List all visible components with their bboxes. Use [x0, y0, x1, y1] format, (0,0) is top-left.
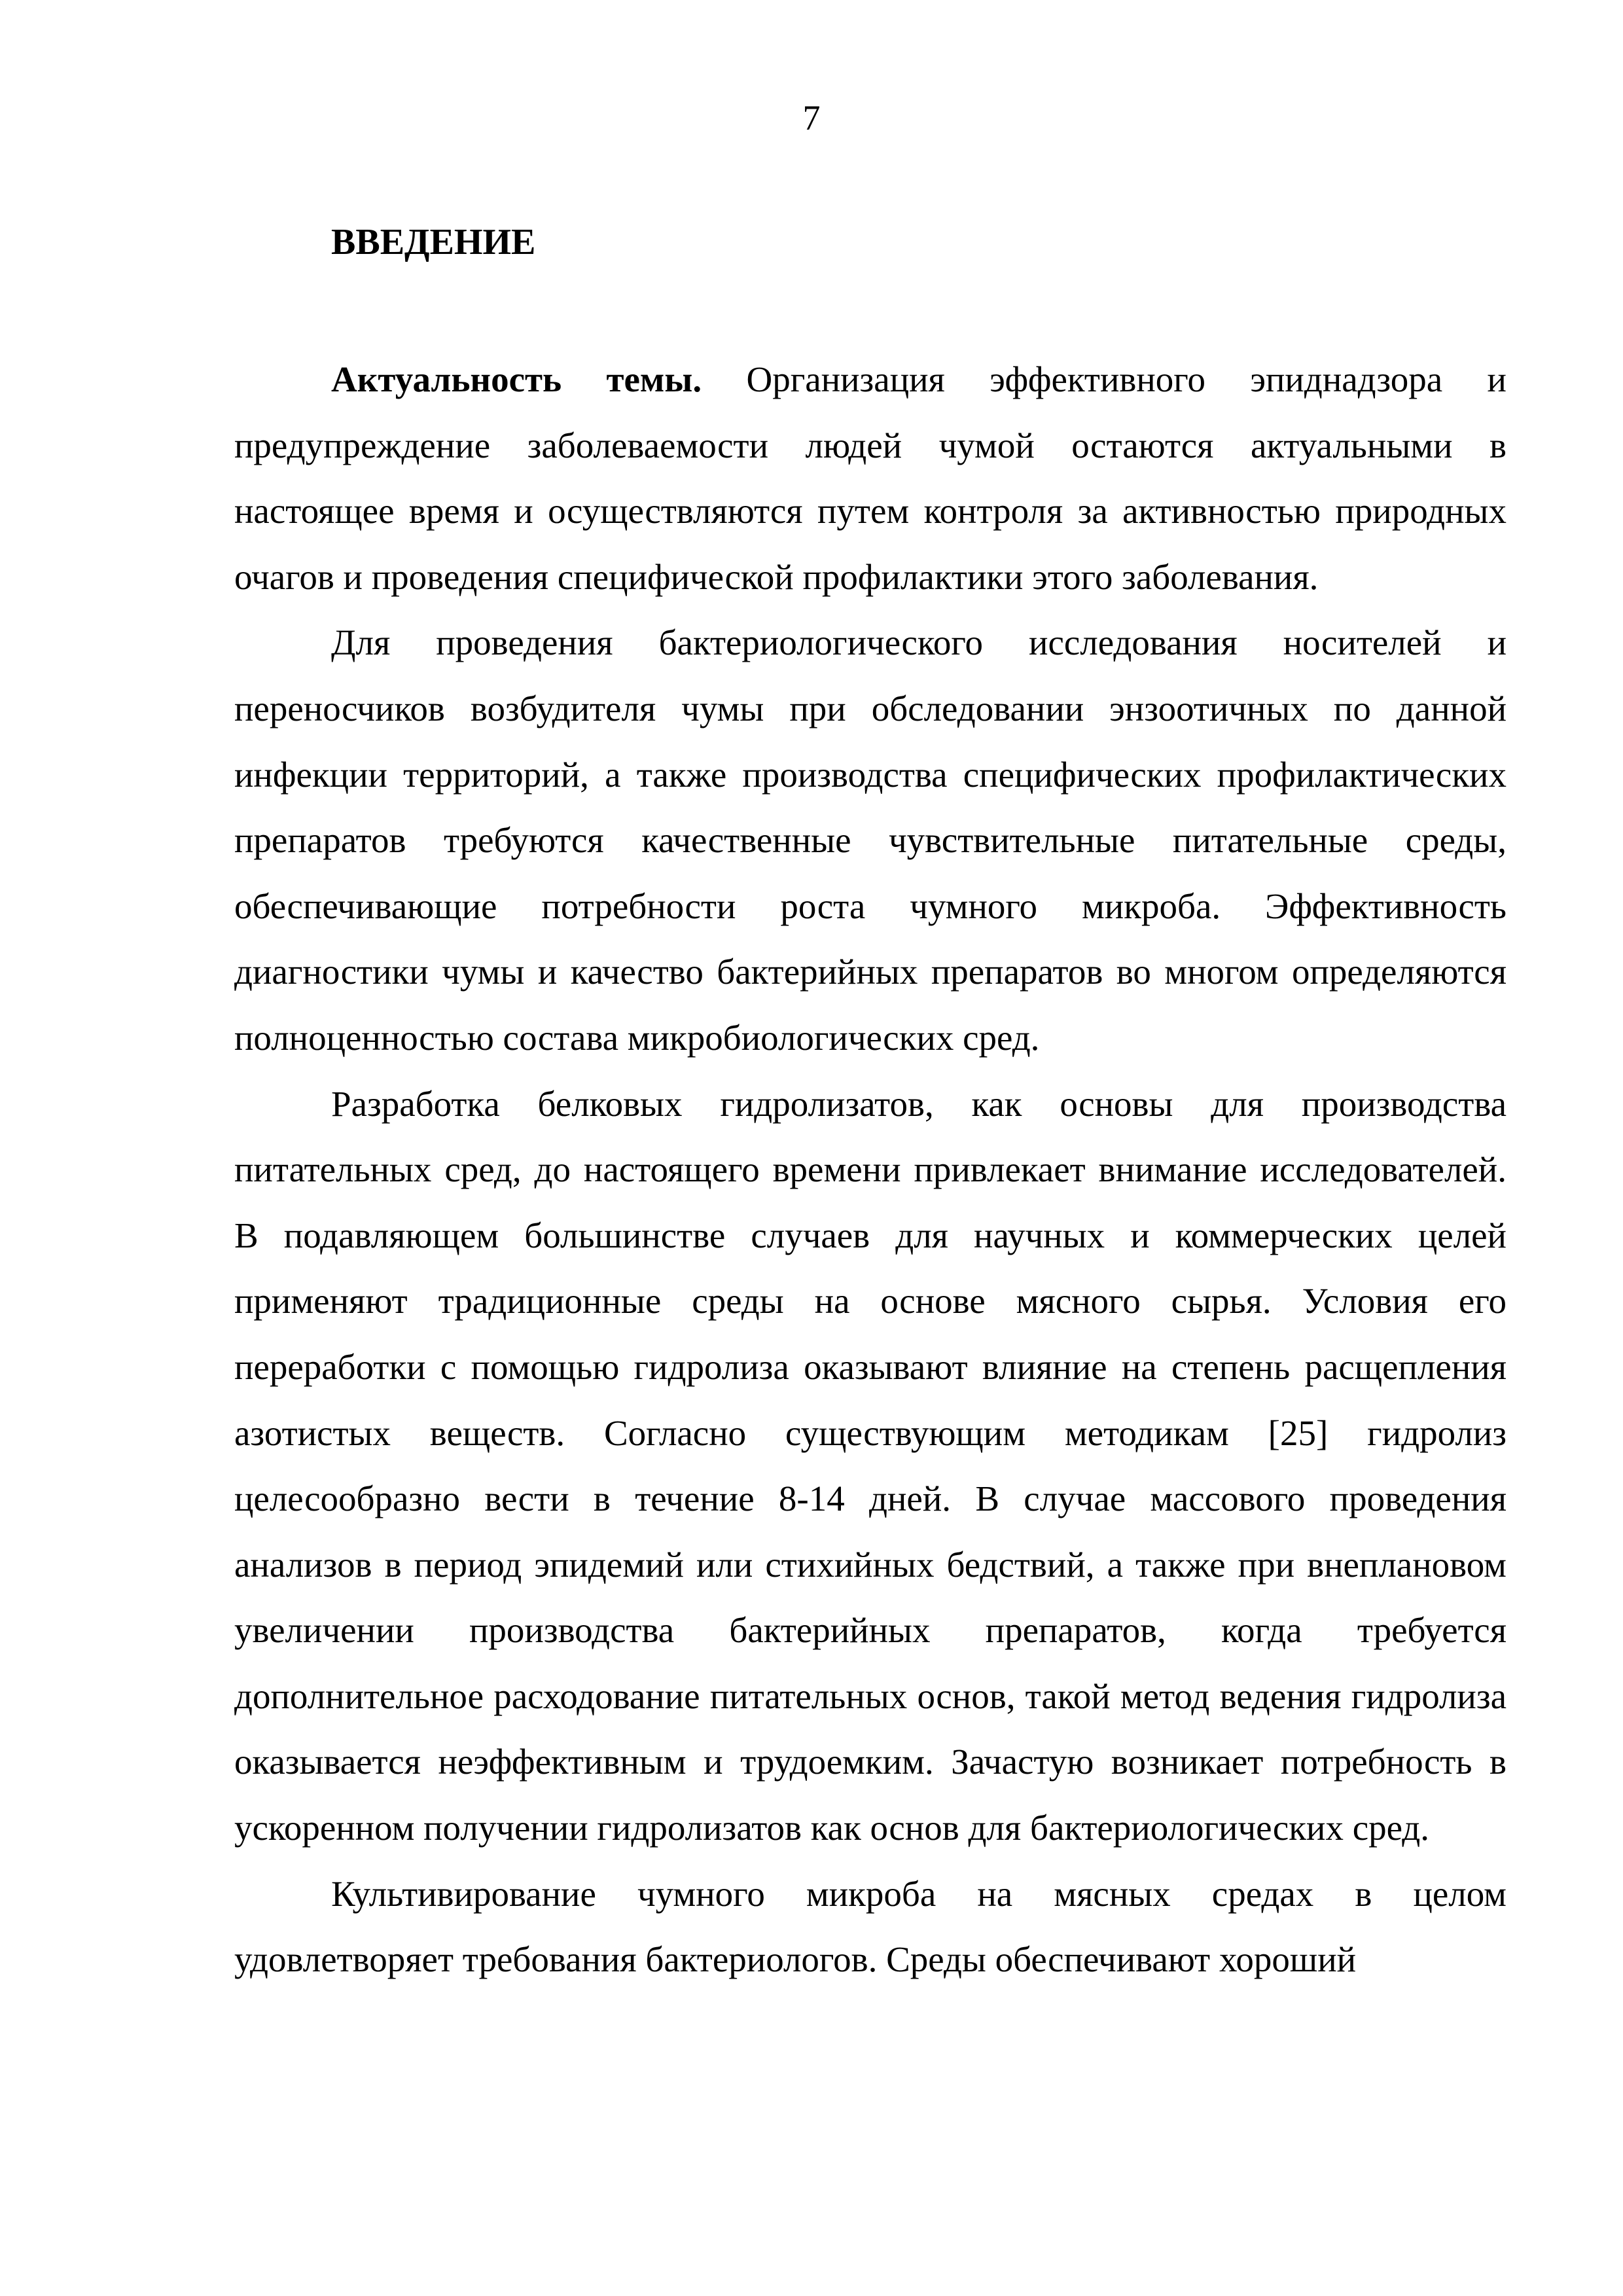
paragraph-text: Культивирование чумного микроба на мясных средах в целом удовлетворяет требования бактериологов. Среды обеспечивают хороший — [234, 1873, 1507, 1980]
paragraph-cultivation — [234, 1861, 1507, 1993]
body-text — [234, 347, 1507, 1993]
section-heading: ВВЕДЕНИЕ — [331, 222, 536, 262]
page-number: 7 — [802, 98, 821, 137]
paragraph-relevance — [234, 347, 1507, 610]
paragraph-media-requirements — [234, 610, 1507, 1071]
paragraph-hydrolysates — [234, 1071, 1507, 1861]
paragraph-text: Организация эффективного эпиднадзора и предупреждение заболеваемости людей чумой остаются актуальными в настоящее время и осуществляются путем контроля за активностью природных очагов и проведения специфической профилактики этого заболевания. — [234, 359, 1507, 597]
paragraph-text: Для проведения бактериологического исследования носителей и переносчиков возбудителя чумы при обследовании энзоотичных по данной инфекции территорий, а также производства специфических профилактических препаратов требуются качественные чувствительные питательные среды, обеспечивающие потребности роста чумного микроба. Эффективность диагностики чумы и качество бактерийных препаратов во многом определяются полноценностью состава микробиологических сред. — [234, 622, 1507, 1058]
paragraph-text: Разработка белковых гидролизатов, как основы для производства питательных сред, до настоящего времени привлекает внимание исследователей. В подавляющем большинстве случаев для научных и коммерческих целей применяют традиционные среды на основе мясного сырья. Условия его переработки с помощью гидролиза оказывают влияние на степень расщепления азотистых веществ. Согласно существующим методикам [25] гидролиз целесообразно вести в течение 8-14 дней. В случае массового проведения анализов в период эпидемий или стихийных бедствий, а также при внеплановом увеличении производства бактерийных препаратов, когда требуется дополнительное расходование питательных основ, такой метод ведения гидролиза оказывается неэффективным и трудоемким. Зачастую возникает потребность в ускоренном получении гидролизатов как основ для бактериологических сред. — [234, 1083, 1507, 1848]
paragraph-lead: Актуальность темы. — [331, 359, 702, 399]
